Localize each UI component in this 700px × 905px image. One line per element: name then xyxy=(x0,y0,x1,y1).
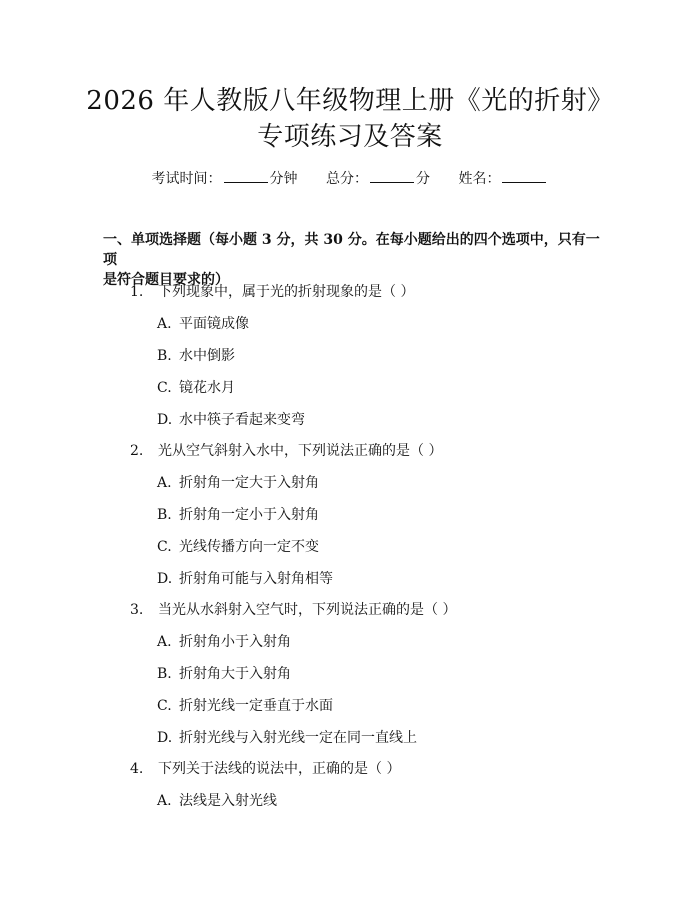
option-letter: D. xyxy=(157,412,173,428)
option-letter: D. xyxy=(157,571,173,587)
option-letter: B. xyxy=(157,507,172,523)
question-4 xyxy=(130,760,400,778)
option-text: 镜花水月 xyxy=(179,380,235,396)
question-3-option-c xyxy=(157,697,333,715)
question-2-option-b xyxy=(157,506,319,524)
question-2-option-c xyxy=(157,538,319,556)
option-letter: D. xyxy=(157,730,173,746)
question-stem: 光从空气斜射入水中，下列说法正确的是（ ） xyxy=(158,443,443,459)
document-title-line-1: 2026 年人教版八年级物理上册《光的折射》 xyxy=(86,86,614,116)
option-text: 水中筷子看起来变弯 xyxy=(179,412,305,428)
option-text: 折射角可能与入射角相等 xyxy=(179,571,333,587)
question-1 xyxy=(130,283,414,301)
question-number: 1. xyxy=(130,284,144,300)
option-text: 折射光线一定垂直于水面 xyxy=(179,698,333,714)
student-name-label: 姓名： xyxy=(458,171,501,187)
option-text: 折射角一定小于入射角 xyxy=(179,507,319,523)
question-1-option-d xyxy=(157,411,305,429)
section-heading-line-1: 一、单项选择题（每小题 3 分，共 30 分。在每小题给出的四个选项中，只有一项 xyxy=(103,232,600,268)
exam-info-row xyxy=(0,170,700,188)
option-text: 折射光线与入射光线一定在同一直线上 xyxy=(179,730,417,746)
exam-time-field xyxy=(152,170,298,188)
question-2-option-a xyxy=(157,474,319,492)
question-2-option-d xyxy=(157,570,333,588)
student-name-field xyxy=(458,170,548,188)
option-text: 折射角大于入射角 xyxy=(179,666,291,682)
question-3-option-d xyxy=(157,729,417,747)
option-text: 平面镜成像 xyxy=(179,316,249,332)
question-stem: 下列现象中，属于光的折射现象的是（ ） xyxy=(158,284,415,300)
student-name-blank xyxy=(502,170,546,183)
option-letter: B. xyxy=(157,666,172,682)
option-text: 水中倒影 xyxy=(179,348,235,364)
question-1-option-a xyxy=(157,315,249,333)
question-1-option-b xyxy=(157,347,235,365)
option-letter: C. xyxy=(157,380,172,396)
total-score-unit: 分 xyxy=(416,171,430,187)
question-3-option-b xyxy=(157,665,291,683)
question-3 xyxy=(130,601,456,619)
question-number: 4. xyxy=(130,761,144,777)
option-text: 法线是入射光线 xyxy=(179,793,277,809)
exam-time-blank xyxy=(224,170,268,183)
question-stem: 当光从水斜射入空气时，下列说法正确的是（ ） xyxy=(158,602,457,618)
option-text: 折射角一定大于入射角 xyxy=(179,475,319,491)
question-2 xyxy=(130,442,442,460)
option-letter: A. xyxy=(157,316,172,332)
question-3-option-a xyxy=(157,633,291,651)
exam-time-unit: 分钟 xyxy=(269,171,298,187)
total-score-field xyxy=(326,170,430,188)
total-score-label: 总分： xyxy=(326,171,368,187)
question-1-option-c xyxy=(157,379,235,397)
total-score-blank xyxy=(370,170,414,183)
option-letter: B. xyxy=(157,348,172,364)
option-letter: A. xyxy=(157,793,172,809)
exam-time-label: 考试时间： xyxy=(151,171,222,187)
option-text: 光线传播方向一定不变 xyxy=(179,539,319,555)
question-stem: 下列关于法线的说法中，正确的是（ ） xyxy=(158,761,401,777)
option-letter: C. xyxy=(157,698,172,714)
option-letter: C. xyxy=(157,539,172,555)
option-letter: A. xyxy=(157,475,172,491)
section-heading-line-2: 是符合题目要求的） xyxy=(103,272,229,288)
question-number: 3. xyxy=(130,602,144,618)
option-text: 折射角小于入射角 xyxy=(179,634,291,650)
question-number: 2. xyxy=(130,443,144,459)
question-4-option-a xyxy=(157,792,277,810)
option-letter: A. xyxy=(157,634,172,650)
document-title-line-2: 专项练习及答案 xyxy=(257,122,443,152)
section-heading xyxy=(103,230,603,290)
